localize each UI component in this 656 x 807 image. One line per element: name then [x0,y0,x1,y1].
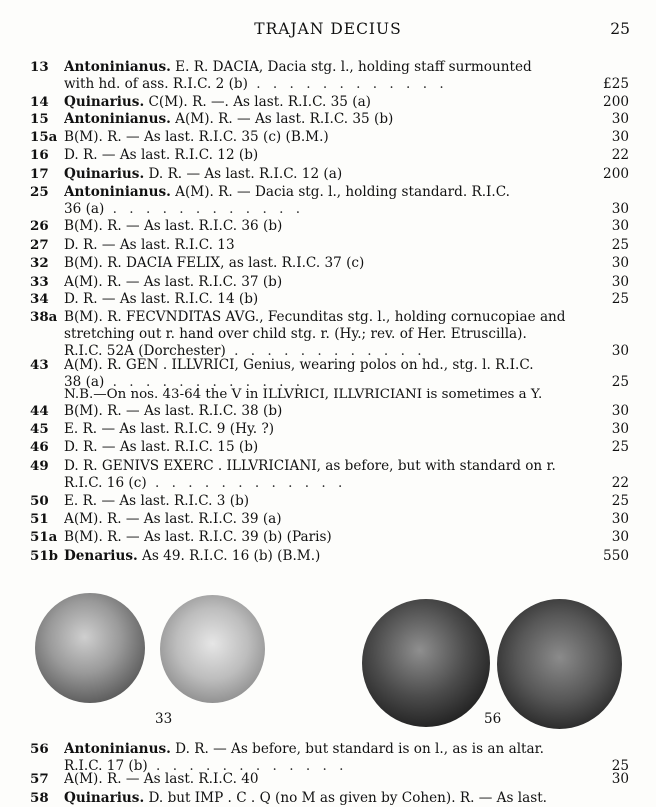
entry-number: 50 [30,493,49,509]
entry-number: 15 [30,111,49,127]
entry-description: A(M). R. — As last. R.I.C. 39 (a) [64,511,282,527]
denomination: Antoninianus. [64,111,171,127]
entry-price: 200 [603,166,629,182]
coin-56-reverse-image [497,599,622,729]
entry-price: 30 [611,403,629,419]
entry-description: Antoninianus. D. R. — As before, but standard is on l., as is an altar. [64,741,544,757]
entry-description: B(M). R. — As last. R.I.C. 35 (c) (B.M.) [64,129,329,145]
note: N.B.—On nos. 43-64 the V in ILLVRICI, ILLVRICIANI is sometimes a Y. [64,387,543,402]
entry-description: B(M). R. DACIA FELIX, as last. R.I.C. 37 (c) [64,255,365,271]
entry-number: 49 [30,458,49,474]
denomination: Antoninianus. [64,741,171,757]
entry-description: Antoninianus. A(M). R. — As last. R.I.C. 35 (b) [64,111,394,127]
coin-33-obverse-image [35,593,145,703]
entry-number: 43 [30,357,49,373]
entry-continuation: stretching out r. hand over child stg. r. (Hy.; rev. of Her. Etruscilla). [64,326,527,342]
entry-price: 22 [611,475,629,491]
entry-number: 45 [30,421,49,437]
entry-price: 25 [611,374,629,390]
entry-description: Quinarius. C(M). R. —. As last. R.I.C. 35 (a) [64,94,371,110]
entry-number: 58 [30,790,49,806]
entry-number: 27 [30,237,49,253]
entry-description: A(M). R. — As last. R.I.C. 40 [64,771,259,787]
entry-description: D. R. — As last. R.I.C. 13 [64,237,235,253]
entry-number: 51 [30,511,49,527]
entry-price: 30 [611,201,629,217]
entry-number: 32 [30,255,49,271]
entry-price: 22 [611,147,629,163]
entry-description: E. R. — As last. R.I.C. 9 (Hy. ?) [64,421,275,437]
entry-description: Denarius. As 49. R.I.C. 16 (b) (B.M.) [64,548,321,564]
denomination: Antoninianus. [64,59,171,75]
entry-number: 26 [30,218,49,234]
denomination: Antoninianus. [64,184,171,200]
entry-continuation: 38 (a) . . . . . . . . . . . . [64,374,305,390]
entry-description: D. R. — As last. R.I.C. 15 (b) [64,439,259,455]
entry-price: 30 [611,111,629,127]
entry-price: 30 [611,274,629,290]
entry-number: 46 [30,439,49,455]
leader-dots: . . . . . . . . . . . . [104,201,305,217]
entry-price: 25 [611,237,629,253]
entry-price: 550 [603,548,629,564]
entry-description: A(M). R. — As last. R.I.C. 37 (b) [64,274,283,290]
entry-price: 30 [611,529,629,545]
entry-description: D. R. GENIVS EXERC . ILLVRICIANI, as before, but with standard on r. [64,458,556,474]
entry-price: 30 [611,129,629,145]
entry-description: Antoninianus. E. R. DACIA, Dacia stg. l., holding staff surmounted [64,59,532,75]
entry-price: 25 [611,439,629,455]
entry-price: 200 [603,94,629,110]
entry-description: A(M). R. GEN . ILLVRICI, Genius, wearing polos on hd., stg. l. R.I.C. [64,357,534,373]
entry-description: E. R. — As last. R.I.C. 3 (b) [64,493,250,509]
entry-number: 13 [30,59,49,75]
leader-dots: . . . . . . . . . . . . [147,758,348,774]
entry-price: 25 [611,493,629,509]
entry-continuation: R.I.C. 16 (c) . . . . . . . . . . . . [64,475,347,491]
entry-description: Antoninianus. A(M). R. — Dacia stg. l., holding standard. R.I.C. [64,184,510,200]
entry-number: 57 [30,771,49,787]
entry-number: 51a [30,529,58,545]
entry-number: 15a [30,129,58,145]
entry-continuation: R.I.C. 17 (b) . . . . . . . . . . . . [64,758,348,774]
entry-price: £25 [603,76,629,92]
entry-price: 30 [611,255,629,271]
coin-33-reverse-image [160,595,265,703]
denomination: Quinarius. [64,166,145,182]
leader-dots: . . . . . . . . . . . . [225,343,426,359]
entry-number: 56 [30,741,49,757]
entry-description: B(M). R. — As last. R.I.C. 38 (b) [64,403,283,419]
entry-number: 17 [30,166,49,182]
figure-label-56: 56 [484,711,502,727]
entry-number: 34 [30,291,49,307]
entry-number: 16 [30,147,49,163]
entry-price: 30 [611,218,629,234]
entry-price: 30 [611,421,629,437]
running-head [0,20,656,40]
page-title: TRAJAN DECIUS [254,20,402,38]
entry-description: B(M). R. FECVNDITAS AVG., Fecunditas stg. l., holding cornucopiae and [64,309,566,325]
entry-description: D. R. — As last. R.I.C. 12 (b) [64,147,259,163]
coin-56-obverse-image [362,599,490,727]
entry-description: B(M). R. — As last. R.I.C. 36 (b) [64,218,283,234]
entry-description: Quinarius. D. but IMP . C . Q (no M as given by Cohen). R. — As last. [64,790,547,806]
entry-continuation: 36 (a) . . . . . . . . . . . . [64,201,305,217]
denomination: Quinarius. [64,94,145,110]
entry-price: 30 [611,343,629,359]
page-number: 25 [610,20,630,38]
entry-continuation: R.I.C. 52A (Dorchester) . . . . . . . . . . . . [64,343,426,359]
coin-plates [0,585,656,735]
leader-dots: . . . . . . . . . . . . [146,475,347,491]
entry-number: 14 [30,94,49,110]
entry-price: 30 [611,511,629,527]
entry-description: Quinarius. D. R. — As last. R.I.C. 12 (a) [64,166,343,182]
denomination: Denarius. [64,548,138,564]
entry-number: 44 [30,403,49,419]
entry-description: B(M). R. — As last. R.I.C. 39 (b) (Paris) [64,529,332,545]
entry-price: 25 [611,291,629,307]
denomination: Quinarius. [64,790,145,806]
entry-price: 30 [611,771,629,787]
entry-number: 38a [30,309,58,325]
entry-number: 33 [30,274,49,290]
entry-description: D. R. — As last. R.I.C. 14 (b) [64,291,259,307]
leader-dots: . . . . . . . . . . . . [247,76,448,92]
entry-continuation: with hd. of ass. R.I.C. 2 (b) . . . . . . . . . . . . [64,76,448,92]
leader-dots: . . . . . . . . . . . . [104,374,305,390]
figure-label-33: 33 [155,711,173,727]
entry-number: 25 [30,184,49,200]
entry-number: 51b [30,548,58,564]
entry-price: 25 [611,758,629,774]
